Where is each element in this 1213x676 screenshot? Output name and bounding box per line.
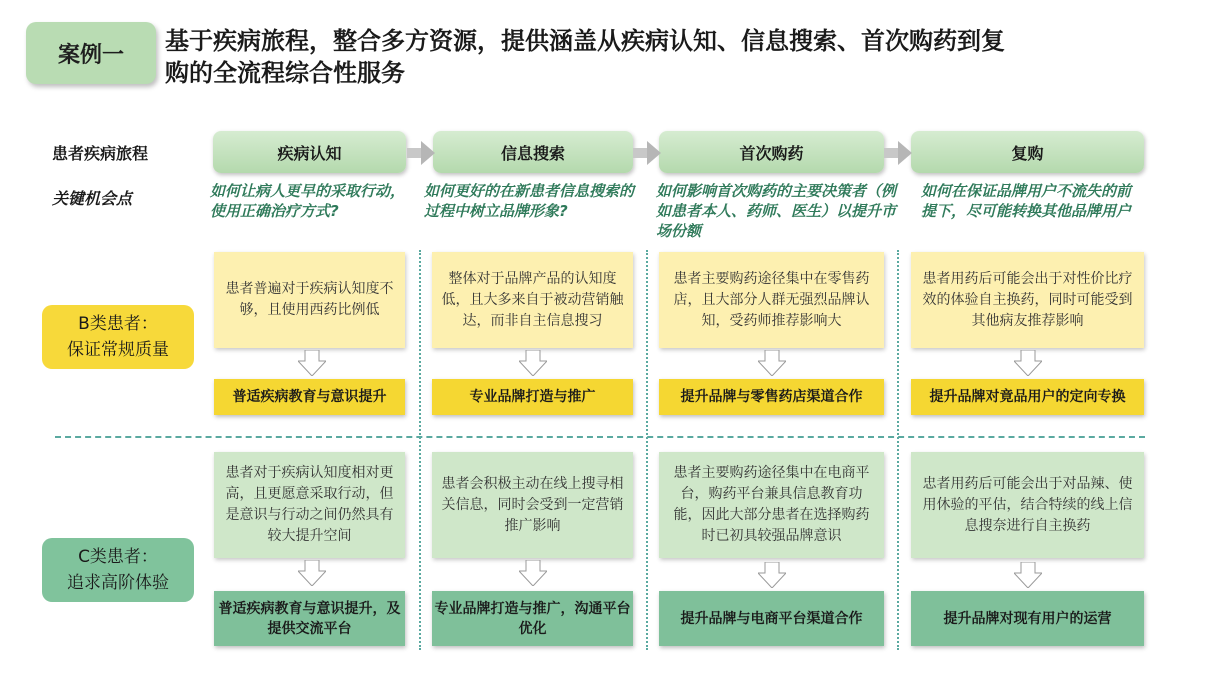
stage-arrow-icon <box>633 141 661 169</box>
key-question-2: 如何更好的在新患者信息搜索的过程中树立品牌形象? <box>424 182 635 220</box>
segment-c-goal: 追求高阶体验 <box>67 573 169 593</box>
title-line-2: 购的全流程综合性服务 <box>165 59 405 87</box>
segment-b-goal: 保证常规质量 <box>67 340 169 360</box>
segment-divider <box>55 436 1145 438</box>
down-arrow-icon <box>298 560 326 590</box>
key-question-3: 如何影响首次购药的主要决策者（例如患者本人、药师、医生）以提升市场份额 <box>656 182 897 240</box>
stage-arrow-icon <box>407 141 435 169</box>
case-tag: 案例一 <box>26 22 156 84</box>
down-arrow-icon <box>519 350 547 380</box>
column-divider <box>646 250 648 650</box>
segment-c-insight-3: 患者主要购药途径集中在电商平台，购药平台兼具信息教育功能，因此大部分患者在选择购药时已初具较强品牌意识 <box>659 452 884 558</box>
stage-first-purchase: 首次购药 <box>659 131 884 173</box>
segment-c-insight-2: 患者会积极主动在线上搜寻相关信息，同时会受到一定营销推广影响 <box>432 452 633 558</box>
segment-c-insight-4: 忠者用药后可能会出于对品辣、使用休验的平估，结合特续的线上信息搜奈进行自主换药 <box>911 452 1144 558</box>
segment-b-insight-4: 患者用药后可能会出于对性价比疗效的体验自主换药，同时可能受到其他病友推荐影响 <box>911 252 1144 348</box>
segment-c-label <box>42 538 194 602</box>
down-arrow-icon <box>758 562 786 592</box>
stage-repurchase: 复购 <box>911 131 1144 173</box>
segment-c-action-3: 提升品牌与电商平台渠道合作 <box>659 591 884 646</box>
stage-disease-awareness: 疾病认知 <box>213 131 406 173</box>
page-title <box>165 25 1095 89</box>
segment-b-action-1: 普适疾病教育与意识提升 <box>214 379 405 415</box>
down-arrow-icon <box>758 350 786 380</box>
segment-c-action-1: 普适疾病教育与意识提升，及提供交流平台 <box>214 591 405 646</box>
key-question-1: 如何让病人更早的采取行动，使用正确治疗方式? <box>210 182 406 220</box>
segment-b-action-3: 提升品牌与零售药店渠道合作 <box>659 379 884 415</box>
down-arrow-icon <box>519 560 547 590</box>
title-line-1: 基于疾病旅程，整合多方资源，提供涵盖从疾病认知、信息搜索、首次购药到复 <box>165 27 1005 55</box>
segment-b-insight-2: 整体对于品牌产品的认知度低，且大多来自于被动营销触达，而非自主信息搜习 <box>432 252 633 348</box>
key-question-4: 如何在保证品牌用户不流失的前提下，尽可能转换其他品牌用户 <box>921 182 1132 220</box>
segment-b-label <box>42 305 194 369</box>
down-arrow-icon <box>1014 562 1042 592</box>
segment-c-insight-1: 患者对于疾病认知度相对更高，且更愿意采取行动，但是意识与行动之间仍然具有较大提升空间 <box>214 452 405 558</box>
stage-arrow-icon <box>884 141 912 169</box>
segment-b-action-4: 提升品牌对竟品用户的定向专换 <box>911 379 1144 415</box>
segment-c-action-2: 专业品牌打造与推广，沟通平台优化 <box>432 591 633 646</box>
stage-info-search: 信息搜索 <box>433 131 633 173</box>
down-arrow-icon <box>1014 350 1042 380</box>
journey-row-label: 患者疾病旅程 <box>52 144 149 163</box>
segment-c-name: C类患者： <box>78 547 158 567</box>
segment-b-action-2: 专业品牌打造与推广 <box>432 379 633 415</box>
segment-b-insight-1: 患者普遍对于疾病认知度不够，且使用西药比例低 <box>214 252 405 348</box>
segment-b-name: B类患者： <box>78 314 158 334</box>
segment-b-insight-3: 患者主要购药途径集中在零售药店，且大部分人群无强烈品牌认知，受药师推荐影响大 <box>659 252 884 348</box>
segment-c-action-4: 提升品牌对现有用户的运营 <box>911 591 1144 646</box>
column-divider <box>897 250 899 650</box>
key-moments-row-label: 关键机会点 <box>52 189 133 208</box>
column-divider <box>419 250 421 650</box>
down-arrow-icon <box>298 350 326 380</box>
